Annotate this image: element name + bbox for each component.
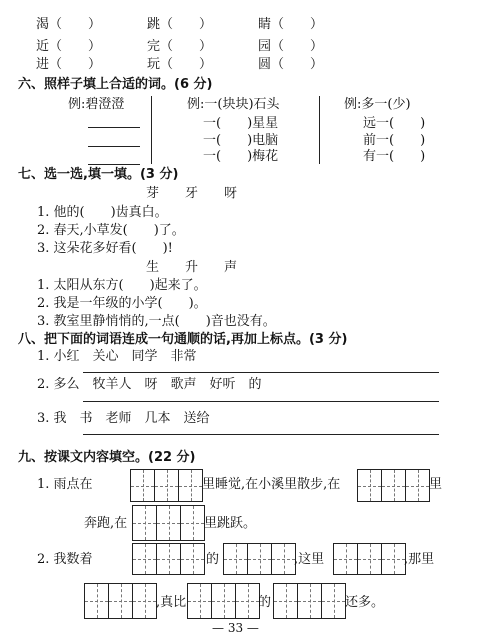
section6-col2-item-2: 一( )电脑	[203, 133, 279, 148]
section6-col2-item-1: 一( )星星	[203, 116, 279, 131]
section7-group2-words: 生 升 声	[146, 260, 238, 275]
blank-line	[88, 164, 140, 165]
answer-line[interactable]	[83, 401, 439, 402]
q2-text-a: 2. 我数着	[37, 552, 93, 567]
char-grid[interactable]	[132, 505, 205, 541]
answer-line[interactable]	[83, 434, 439, 435]
answer-line[interactable]	[83, 372, 439, 373]
section6-col2-example: 例:一(块块)石头	[187, 97, 280, 112]
section8-item-2: 2. 多么 牧羊人 呀 歌声 好听 的	[37, 377, 262, 392]
char-grid[interactable]	[130, 469, 203, 502]
section7-group1-item-3: 3. 这朵花多好看( )!	[37, 241, 173, 256]
char-grid[interactable]	[223, 543, 296, 575]
section6-title: 六、照样子填上合适的词。(6 分)	[18, 77, 213, 92]
section6-col2-item-3: 一( )梅花	[203, 149, 279, 164]
q1-text-a: 1. 雨点在	[37, 477, 93, 492]
top-row-3-item-2: 玩（ ）	[147, 57, 213, 72]
char-grid[interactable]	[187, 583, 260, 619]
section7-group2-item-2: 2. 我是一年级的小学( )。	[37, 296, 207, 311]
char-grid[interactable]	[357, 469, 430, 502]
q2-text-e: ,真比	[156, 595, 187, 610]
top-row-1-item-1: 渴（ ）	[36, 17, 102, 32]
blank-line	[88, 146, 140, 147]
top-row-2-item-3: 园（ ）	[258, 39, 324, 54]
top-row-1-item-3: 睛（ ）	[258, 17, 324, 32]
q1-text-c: 里	[429, 477, 443, 492]
section7-group2-item-3: 3. 教室里静悄悄的,一点( )音也没有。	[37, 314, 276, 329]
top-row-3-item-1: 进（ ）	[36, 57, 102, 72]
blank-line	[88, 127, 140, 128]
page-number: — 33 —	[212, 621, 259, 635]
section9-title: 九、按课文内容填空。(22 分)	[18, 450, 196, 465]
section8-item-3: 3. 我 书 老师 几本 送给	[37, 411, 210, 426]
section8-item-1: 1. 小红 关心 同学 非常	[37, 349, 197, 364]
char-grid[interactable]	[132, 543, 205, 575]
q2-text-g: 还多。	[345, 595, 385, 610]
column-divider	[151, 96, 152, 164]
char-grid[interactable]	[273, 583, 346, 619]
q2-text-b: 的	[206, 552, 220, 567]
section6-col3-item-2: 前一( )	[363, 133, 426, 148]
q1-text-d: 奔跑,在	[84, 516, 128, 531]
section6-col3-item-3: 有一( )	[363, 149, 426, 164]
section7-group1-words: 芽 牙 呀	[146, 186, 238, 201]
char-grid[interactable]	[84, 583, 157, 619]
char-grid[interactable]	[333, 543, 406, 575]
section6-col1-example: 例:碧澄澄	[68, 97, 125, 112]
section8-title: 八、把下面的词语连成一句通顺的话,再加上标点。(3 分)	[18, 332, 348, 347]
top-row-3-item-3: 圆（ ）	[258, 57, 324, 72]
section7-title: 七、选一选,填一填。(3 分)	[18, 167, 179, 182]
section6-col3-example: 例:多一(少)	[344, 97, 411, 112]
section7-group1-item-1: 1. 他的( )齿真白。	[37, 205, 168, 220]
top-row-2-item-2: 完（ ）	[147, 39, 213, 54]
q2-text-f: 的	[258, 595, 272, 610]
section6-col3-item-1: 远一( )	[363, 116, 426, 131]
top-row-2-item-1: 近（ ）	[36, 39, 102, 54]
section7-group2-item-1: 1. 太阳从东方( )起来了。	[37, 278, 207, 293]
q2-text-d: ,那里	[404, 552, 435, 567]
q2-text-c: ,这里	[294, 552, 325, 567]
column-divider	[319, 96, 320, 164]
q1-text-e: 里跳跃。	[204, 516, 257, 531]
top-row-1-item-2: 跳（ ）	[147, 17, 213, 32]
q1-text-b: 里睡觉,在小溪里散步,在	[202, 477, 341, 492]
section7-group1-item-2: 2. 春天,小草发( )了。	[37, 223, 185, 238]
